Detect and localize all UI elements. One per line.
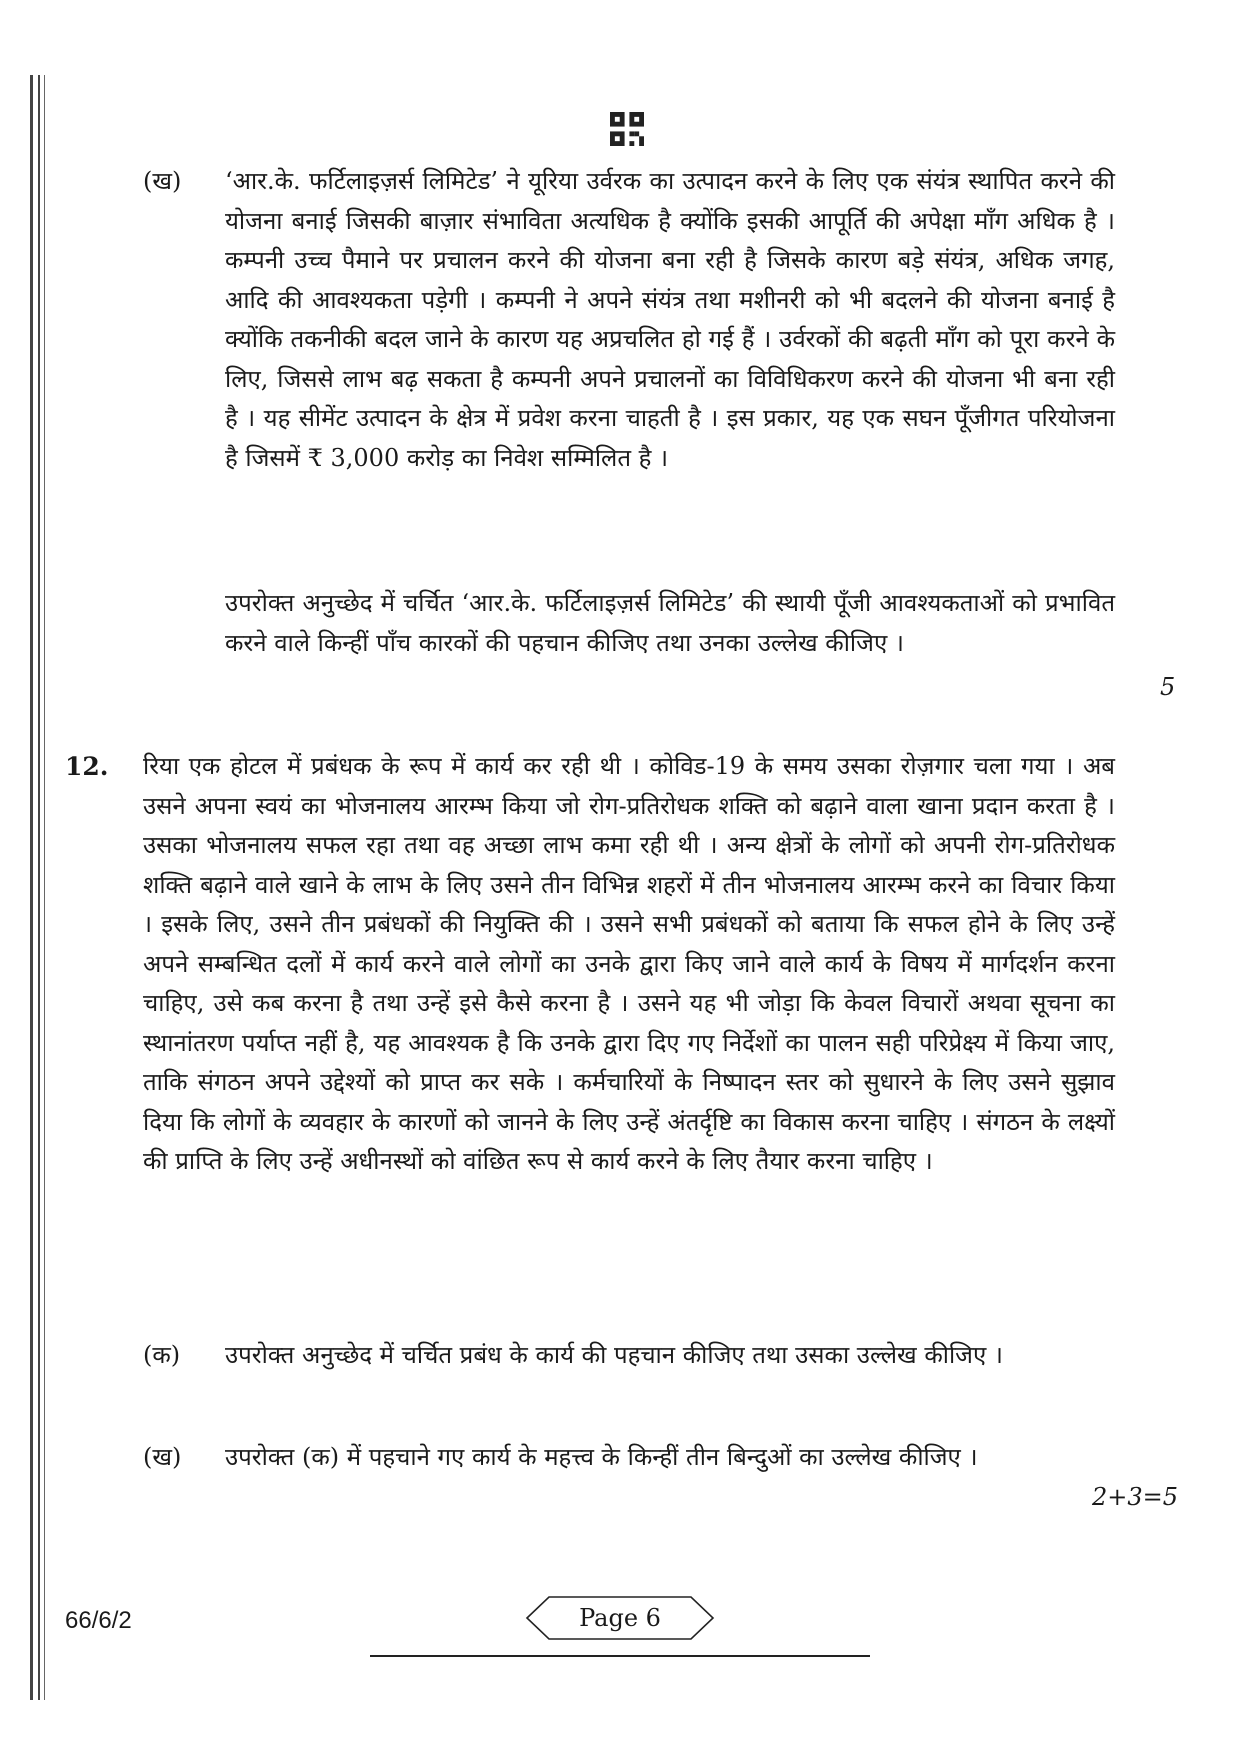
q12-part-a-text: उपरोक्त अनुच्छेद में चर्चित प्रबंध के कार्य की पहचान कीजिए तथा उसका उल्लेख कीजिए । [225,1341,1003,1369]
margin-rule [30,75,33,1700]
q12-part-b-text: उपरोक्त (क) में पहचाने गए कार्य के महत्त्व के किन्हीं तीन बिन्दुओं का उल्लेख कीजिए । [225,1443,978,1471]
margin-rule [44,75,45,1700]
q11-part-b-text: ‘आर.के. फर्टिलाइज़र्स लिमिटेड’ ने यूरिया उर्वरक का उत्पादन करने के लिए एक संयंत्र स्थापित करने की योजना बनाई जिसकी बाज़ार संभाविता अत्यधिक है क्योंकि इसकी आपूर्ति की अपेक्षा माँग अधिक है । कम्पनी उच्च पैमाने पर प्रचालन करने की योजना बना रही है जिसके कारण बड़े संयंत्र, अधिक जगह, आदि की आवश्यकता पड़ेगी । कम्पनी ने अपने संयंत्र तथा मशीनरी को भी बदलने की योजना बनाई है क्योंकि तकनीकी बदल जाने के कारण यह अप्रचलित हो गई हैं । उर्वरकों की बढ़ती माँग को पूरा करने के लिए, जिससे लाभ बढ़ सकता है कम्पनी अपने प्रचालनों का विविधिकरण करने की योजना भी बना रही है । यह सीमेंट उत्पादन के क्षेत्र में प्रवेश करना चाहती है । इस प्रकार, यह एक सघन पूँजीगत परियोजना है जिसमें ₹ 3,000 करोड़ का निवेश सम्मिलित है । [225,167,1115,472]
footer-divider [370,1655,870,1657]
qr-code-icon [610,112,644,146]
q11-question: उपरोक्त अनुच्छेद में चर्चित ‘आर.के. फर्टिलाइज़र्स लिमिटेड’ की स्थायी पूँजी आवश्यकताओं को प्रभावित करने वाले किन्हीं पाँच कारकों की पहचान कीजिए तथा उनका उल्लेख कीजिए । [225,589,1115,657]
margin-rule [38,75,40,1700]
q12-part-b-label: (ख) [143,1443,182,1471]
paper-code: 66/6/2 [65,1607,132,1634]
question-number: 12. [65,752,109,781]
page-number: Page 6 [579,1604,661,1632]
q12-marks: 2+3=5 [1092,1483,1179,1511]
q12-part-a-label: (क) [143,1341,181,1369]
q11-part-b-label: (ख) [143,167,182,195]
q12-text: रिया एक होटल में प्रबंधक के रूप में कार्य कर रही थी । कोविड-19 के समय उसका रोज़गार चला गया । अब उसने अपना स्वयं का भोजनालय आरम्भ किया जो रोग-प्रतिरोधक शक्ति को बढ़ाने वाला खाना प्रदान करता है । उसका भोजनालय सफल रहा तथा वह अच्छा लाभ कमा रही थी । अन्य क्षेत्रों के लोगों को अपनी रोग-प्रतिरोधक शक्ति बढ़ाने वाले खाने के लाभ के लिए उसने तीन विभिन्न शहरों में तीन भोजनालय आरम्भ करने का विचार किया । इसके लिए, उसने तीन प्रबंधकों की नियुक्ति की । उसने सभी प्रबंधकों को बताया कि सफल होने के लिए उन्हें अपने सम्बन्धित दलों में कार्य करने वाले लोगों का उनके द्वारा किए जाने वाले कार्य के विषय में मार्गदर्शन करना चाहिए, उसे कब करना है तथा उन्हें इसे कैसे करना है । उसने यह भी जोड़ा कि केवल विचारों अथवा सूचना का स्थानांतरण पर्याप्त नहीं है, यह आवश्यक है कि उनके द्वारा दिए गए निर्देशों का पालन सही परिप्रेक्ष्य में किया जाए, ताकि संगठन अपने उद्देश्यों को प्राप्त कर सके । कर्मचारियों के निष्पादन स्तर को सुधारने के लिए उसने सुझाव दिया कि लोगों के व्यवहार के कारणों को जानने के लिए उन्हें अंतर्दृष्टि का विकास करना चाहिए । संगठन के लक्ष्यों की प्राप्ति के लिए उन्हें अधीनस्थों को वांछित रूप से कार्य करने के लिए तैयार करना चाहिए । [143,752,1115,1175]
q11-marks: 5 [1160,673,1176,701]
